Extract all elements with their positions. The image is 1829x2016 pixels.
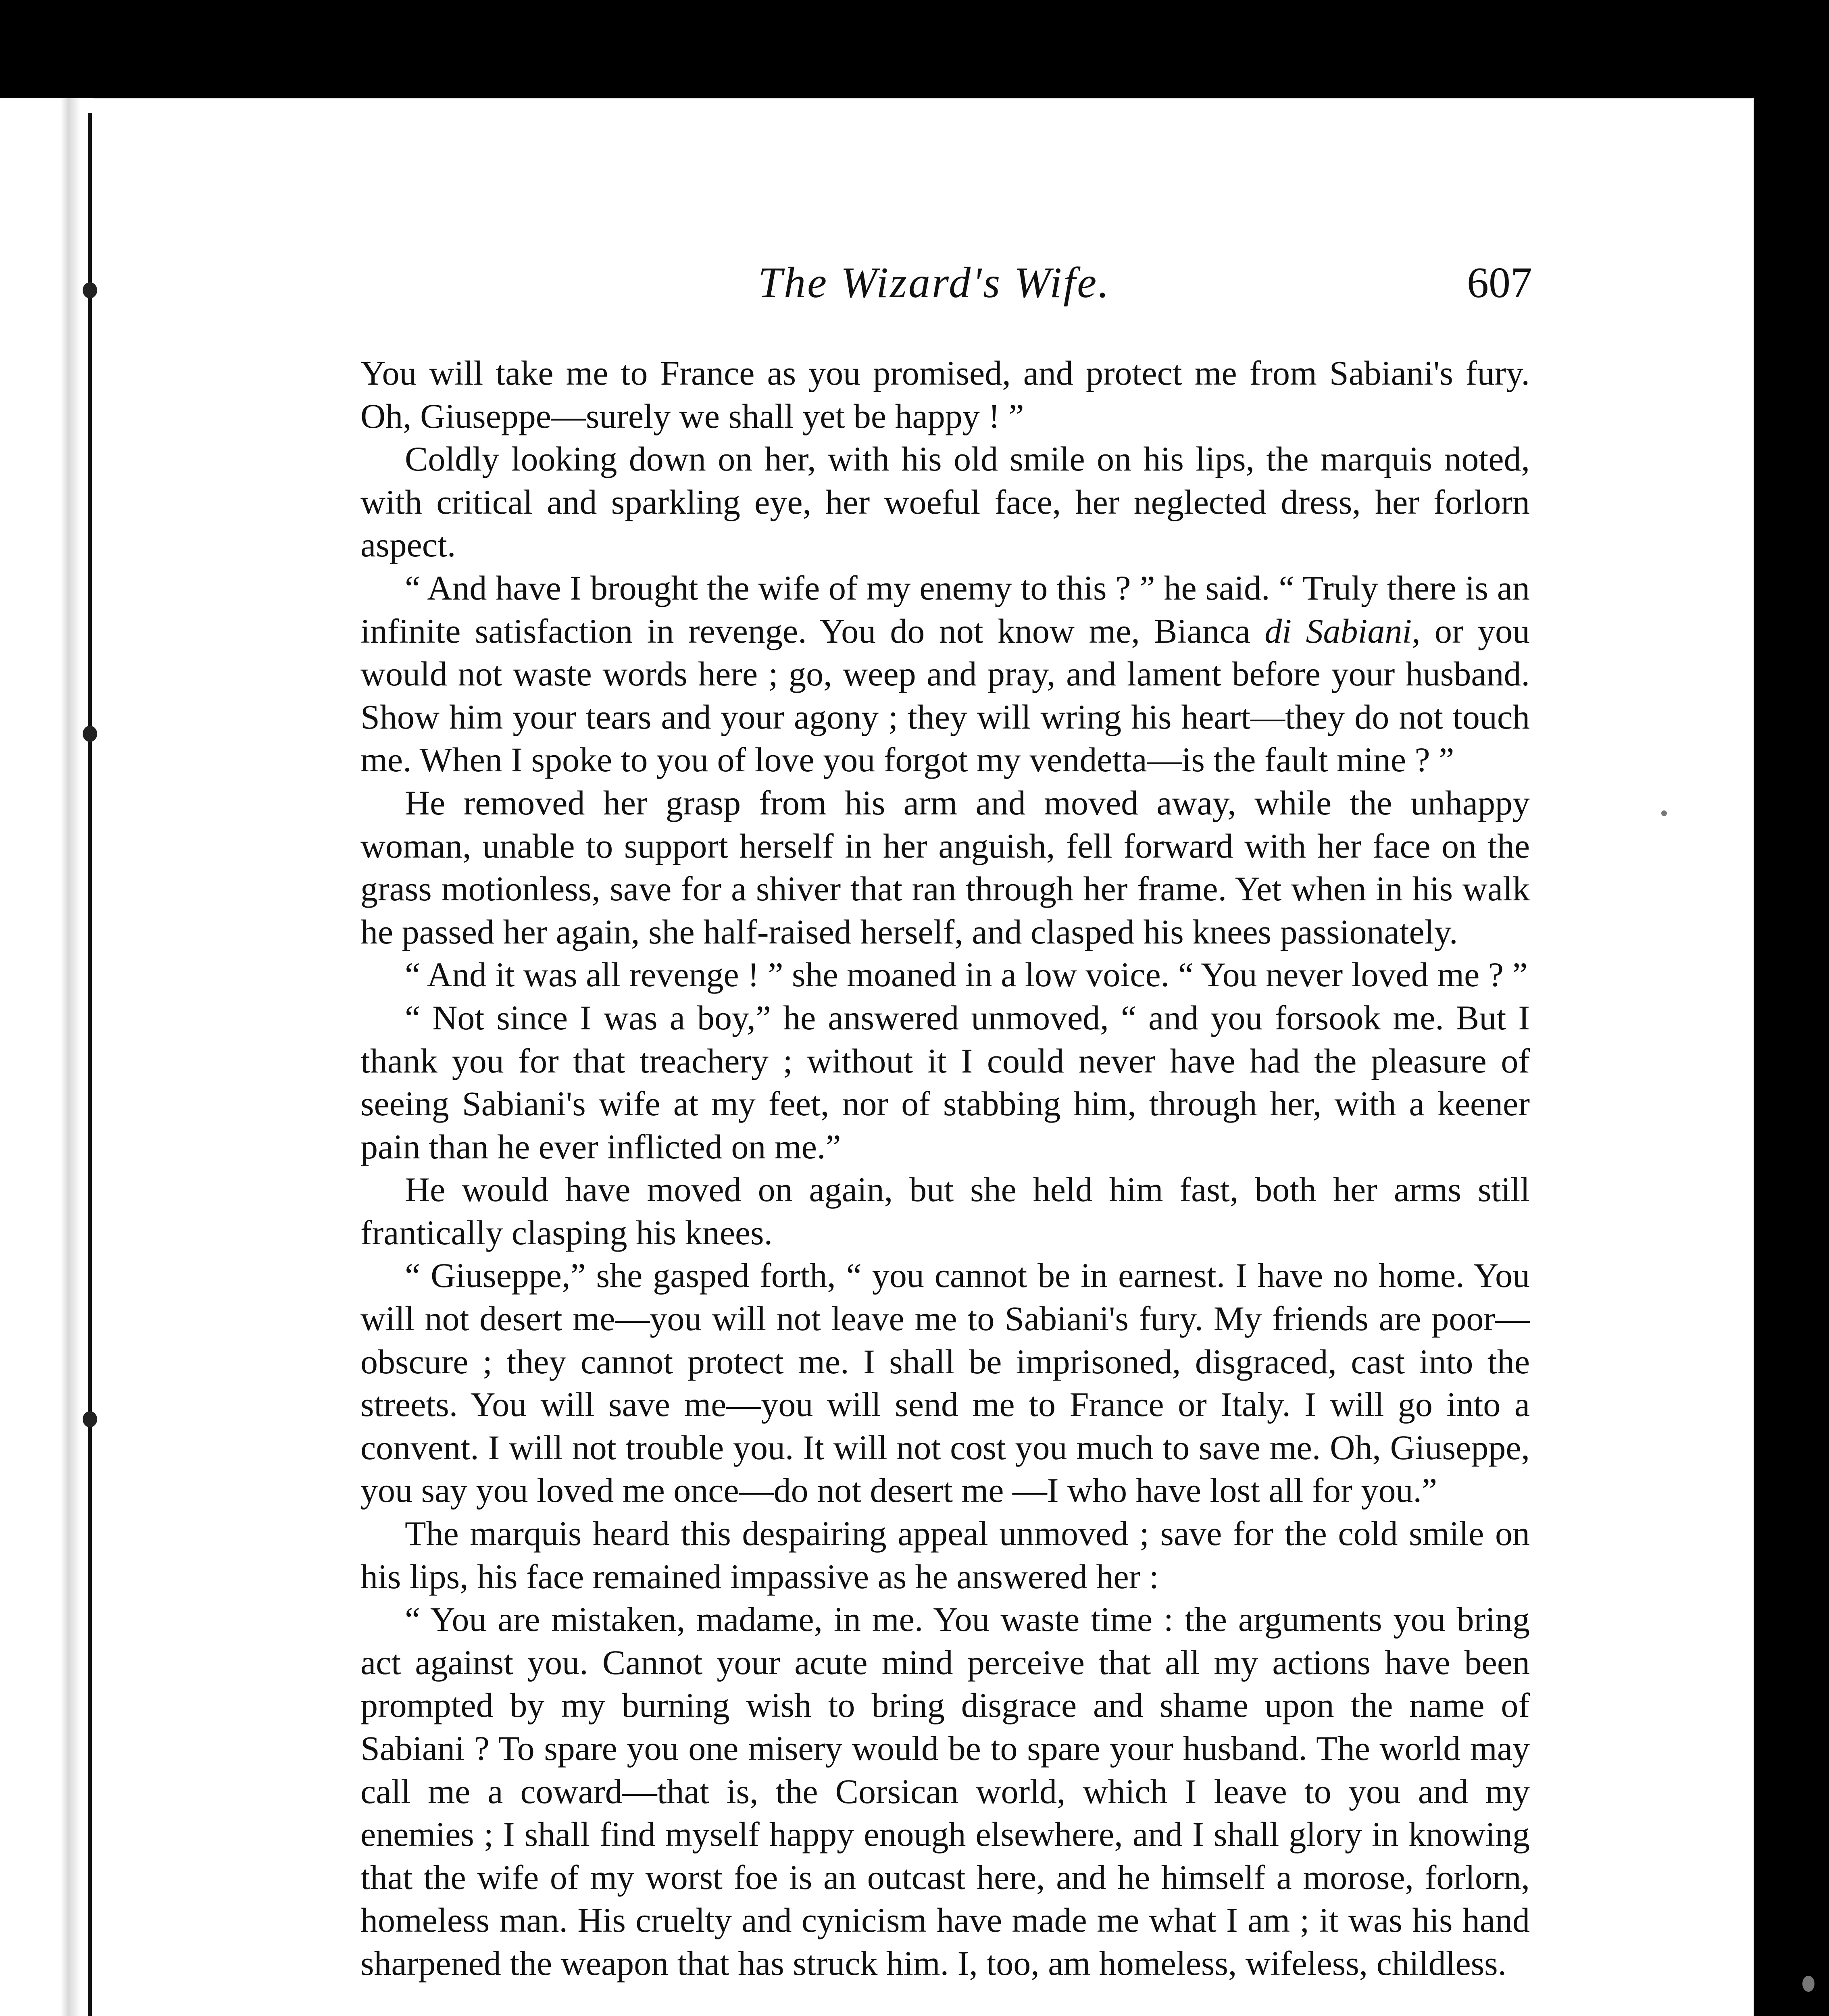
- paragraph: Coldly looking down on her, with his old smile on his lips, the marquis noted, with critical and sparkling eye, her woeful face, her neglected dress, her forlorn aspect.: [360, 439, 1530, 564]
- scan-speck: [1802, 1976, 1814, 1992]
- paragraph: He removed her grasp from his arm and moved away, while the unhappy woman, unable to support herself in her anguish, fell forward with her face on the grass motionless, save for a shiver that ran through her frame. Yet when in his walk he passed her again, she half-raised herself, and clasped his knees passionately.: [360, 783, 1530, 951]
- paragraph: [360, 566, 1530, 781]
- paragraph: “ And it was all revenge ! ” she moaned in a low voice. “ You never loved me ? ”: [405, 955, 1528, 994]
- paragraph: “ You are mistaken, madame, in me. You waste time : the arguments you bring act against you. Cannot your acute mind perceive that all my actions have been prompted by my burning wish to bring disgrace and shame upon the name of Sabiani ? To spare you one misery would be to spare your husband. The world may call me a coward—that is, the Corsican world, which I leave to you and my enemies ; I shall find myself happy enough elsewhere, and I shall glory in knowing that the wife of my worst foe is an outcast here, and he himself a morose, forlorn, homeless man. His cruelty and cynicism have made me what I am ; it was his hand sharpened the weapon that has struck him. I, too, am homeless, wifeless, childless.: [360, 1600, 1530, 1983]
- paragraph: You will take me to France as you promised, and protect me from Sabiani's fury. Oh, Giuseppe—surely we shall yet be happy ! ”: [360, 354, 1530, 435]
- book-gutter: [0, 98, 93, 2016]
- binding-edge: [88, 113, 92, 2016]
- paragraph: “ Not since I was a boy,” he answered unmoved, “ and you forsook me. But I thank you for that treachery ; without it I could never have had the pleasure of seeing Sabiani's wife at my feet, nor of stabbing him, through her, with a keener pain than he ever inflicted on me.”: [360, 998, 1530, 1166]
- running-title: The Wizard's Wife.: [758, 259, 1111, 307]
- body-text: [360, 352, 1530, 1985]
- paragraph: He would have moved on again, but she held him fast, both her arms still frantically clasping his knees.: [360, 1170, 1530, 1252]
- page-number: 607: [1467, 259, 1532, 307]
- scan-speck: [1661, 810, 1667, 816]
- binding-stitch: [83, 282, 97, 298]
- binding-stitch: [83, 1411, 97, 1427]
- binding-stitch: [83, 726, 97, 742]
- emphasized-name: di Sabiani: [1264, 611, 1412, 650]
- paragraph-text: “ And have I brought the wife of my enemy to this ? ” he said. “ Truly there is an infinite satisfaction in revenge. You do not know me, Bianca: [360, 568, 1530, 650]
- paragraph-text: , or you would not waste words here ; go, weep and pray, and lament before your husband. Show him your tears and your agony ; they will wring his heart—they do not touch me. When I spoke to you of love you forgot my vendetta—is the fault mine ? ”: [360, 611, 1530, 779]
- page-header: [363, 258, 1532, 323]
- paragraph: The marquis heard this despairing appeal unmoved ; save for the cold smile on his lips, his face remained impassive as he answered her :: [360, 1514, 1530, 1596]
- paragraph: “ Giuseppe,” she gasped forth, “ you cannot be in earnest. I have no home. You will not desert me—you will not leave me to Sabiani's fury. My friends are poor—obscure ; they cannot protect me. I shall be imprisoned, disgraced, cast into the streets. You will save me—you will send me to France or Italy. I will go into a convent. I will not trouble you. It will not cost you much to save me. Oh, Giuseppe, you say you loved me once—do not desert me —I who have lost all for you.”: [360, 1256, 1530, 1510]
